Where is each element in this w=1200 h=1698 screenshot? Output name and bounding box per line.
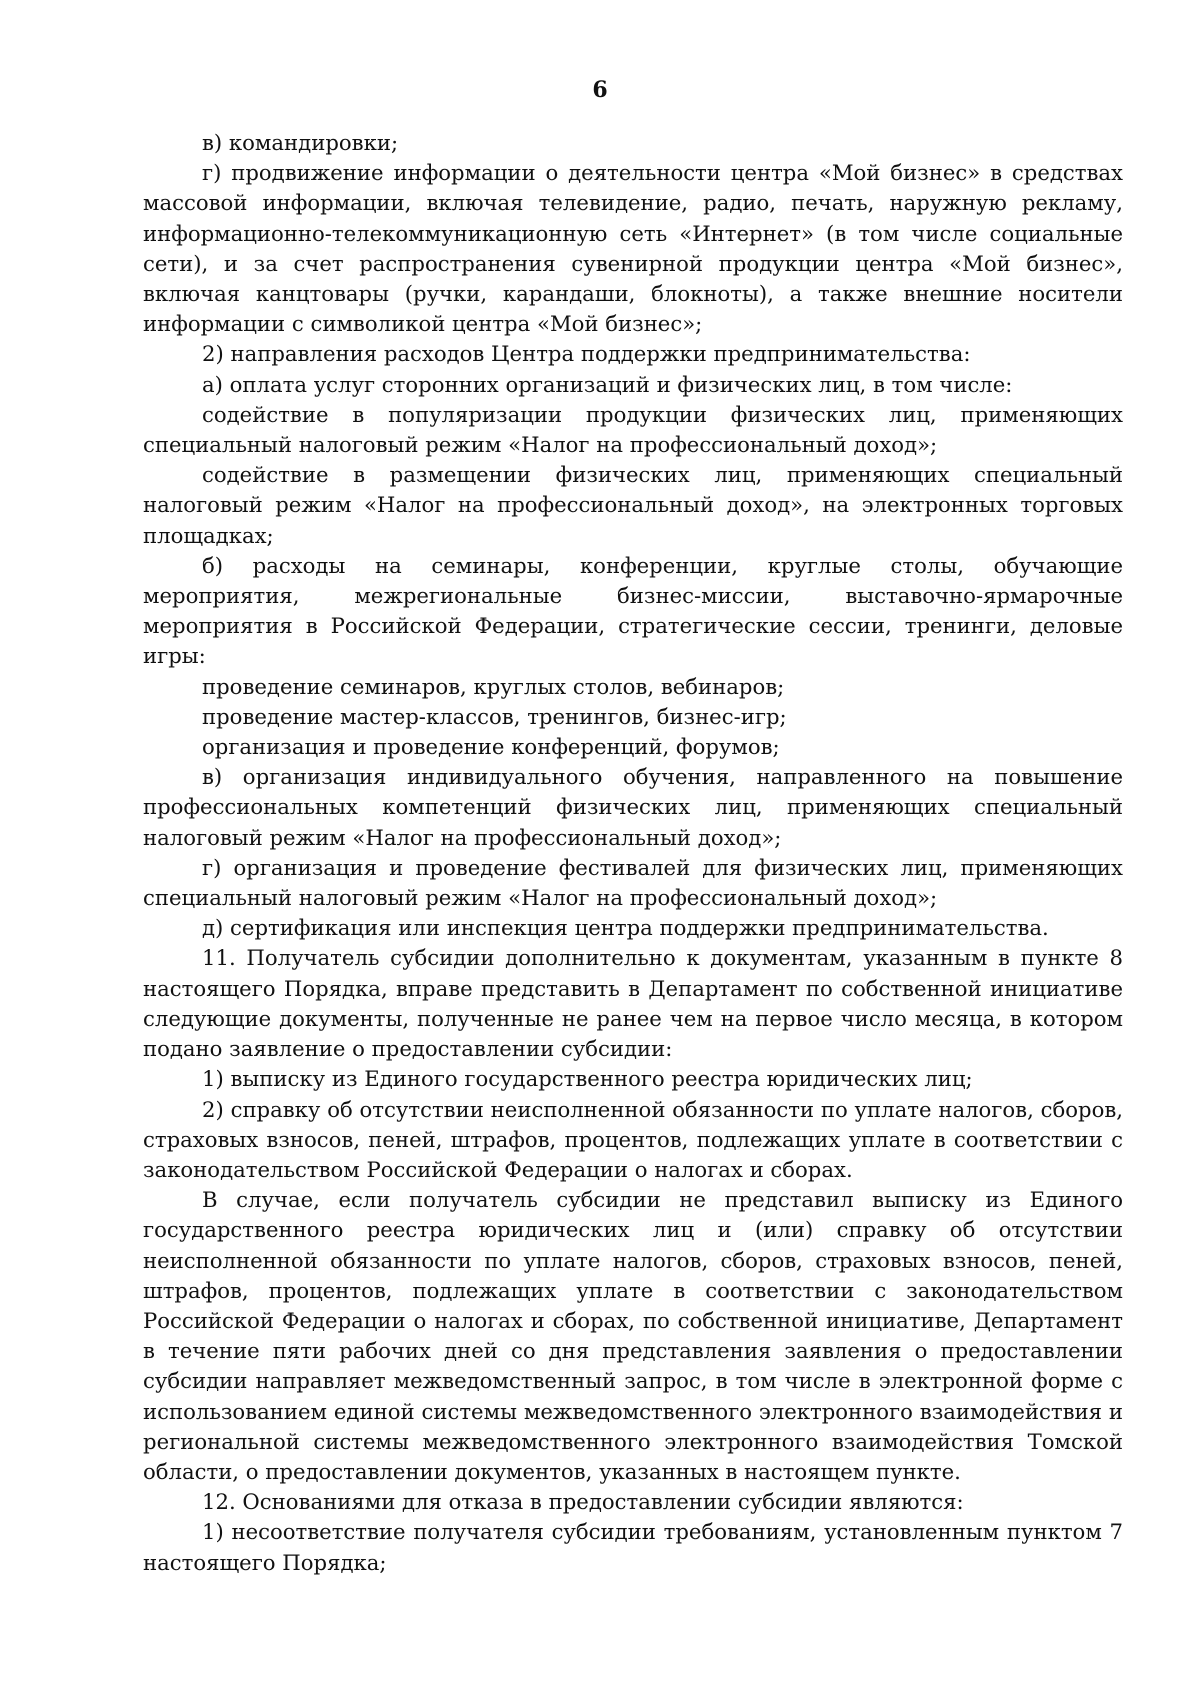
paragraph-expense-directions: 2) направления расходов Центра поддержки предпринимательства: — [202, 341, 971, 367]
paragraph-item-11: 11. Получатель субсидии дополнительно к документам, указанным в пункте 8 настоящего Порядка, вправе представить в Департамент по собственной инициативе следующие документы, полученные не ранее чем на первое число месяца, в котором подано заявление о предоставлении субсидии: — [143, 945, 1123, 1062]
paragraph-seminars: проведение семинаров, круглых столов, вебинаров; — [202, 673, 785, 699]
paragraph-events-expenses: б) расходы на семинары, конференции, круглые столы, обучающие мероприятия, межрегиональные бизнес-миссии, выставочно-ярмарочные мероприятия в Российской Федерации, стратегические сессии, тренинги, деловые игры: — [143, 552, 1123, 669]
paragraph-master-classes: проведение мастер-классов, тренингов, бизнес-игр; — [202, 703, 787, 729]
paragraph-product-popularization: содействие в популяризации продукции физических лиц, применяющих специальный налоговый режим «Налог на профессиональный доход»; — [143, 401, 1123, 458]
page-number: 6 — [592, 77, 608, 103]
paragraph-tax-certificate: 2) справку об отсутствии неисполненной обязанности по уплате налогов, сборов, страховых взносов, пеней, штрафов, процентов, подлежащих уплате в соответствии с законодательством Российской Федерации о налогах и сборах. — [143, 1096, 1123, 1182]
paragraph-item-12: 12. Основаниями для отказа в предоставлении субсидии являются: — [202, 1489, 964, 1515]
paragraph-individual-training: в) организация индивидуального обучения, направленного на повышение профессиональных компетенций физических лиц, применяющих специальный налоговый режим «Налог на профессиональный доход»; — [143, 764, 1123, 850]
document-body — [143, 128, 1123, 1578]
paragraph-conferences: организация и проведение конференций, форумов; — [202, 734, 780, 760]
paragraph-promotion: г) продвижение информации о деятельности центра «Мой бизнес» в средствах массовой информации, включая телевидение, радио, печать, наружную рекламу, информационно-телекоммуникационную сеть «Интернет» (в том числе социальные сети), и за счет распространения сувенирной продукции центра «Мой бизнес», включая канцтовары (ручки, карандаши, блокноты), а также внешние носители информации с символикой центра «Мой бизнес»; — [143, 160, 1123, 337]
paragraph-business-trips: в) командировки; — [202, 130, 399, 155]
paragraph-marketplace-placement: содействие в размещении физических лиц, применяющих специальный налоговый режим «Налог на профессиональный доход», на электронных торговых площадках; — [143, 462, 1123, 548]
paragraph-certification: д) сертификация или инспекция центра поддержки предпринимательства. — [202, 915, 1049, 941]
paragraph-interagency-request: В случае, если получатель субсидии не представил выписку из Единого государственного реестра юридических лиц и (или) справку об отсутствии неисполненной обязанности по уплате налогов, сборов, страховых взносов, пеней, штрафов, процентов, подлежащих уплате в соответствии с законодательством Российской Федерации о налогах и сборах, по собственной инициативе, Департамент в течение пяти рабочих дней со дня представления заявления о предоставлении субсидии направляет межведомственный запрос, в том числе в электронной форме с использованием единой системы межведомственного электронного взаимодействия и региональной системы межведомственного электронного взаимодействия Томской области, о предоставлении документов, указанных в настоящем пункте. — [143, 1187, 1123, 1484]
paragraph-festivals: г) организация и проведение фестивалей для физических лиц, применяющих специальный налоговый режим «Налог на профессиональный доход»; — [143, 854, 1123, 911]
paragraph-refusal-ground-1: 1) несоответствие получателя субсидии требованиям, установленным пунктом 7 настоящего Порядка; — [143, 1519, 1123, 1575]
paragraph-registry-extract: 1) выписку из Единого государственного реестра юридических лиц; — [202, 1066, 973, 1092]
paragraph-third-party-services: а) оплата услуг сторонних организаций и физических лиц, в том числе: — [202, 371, 1013, 397]
